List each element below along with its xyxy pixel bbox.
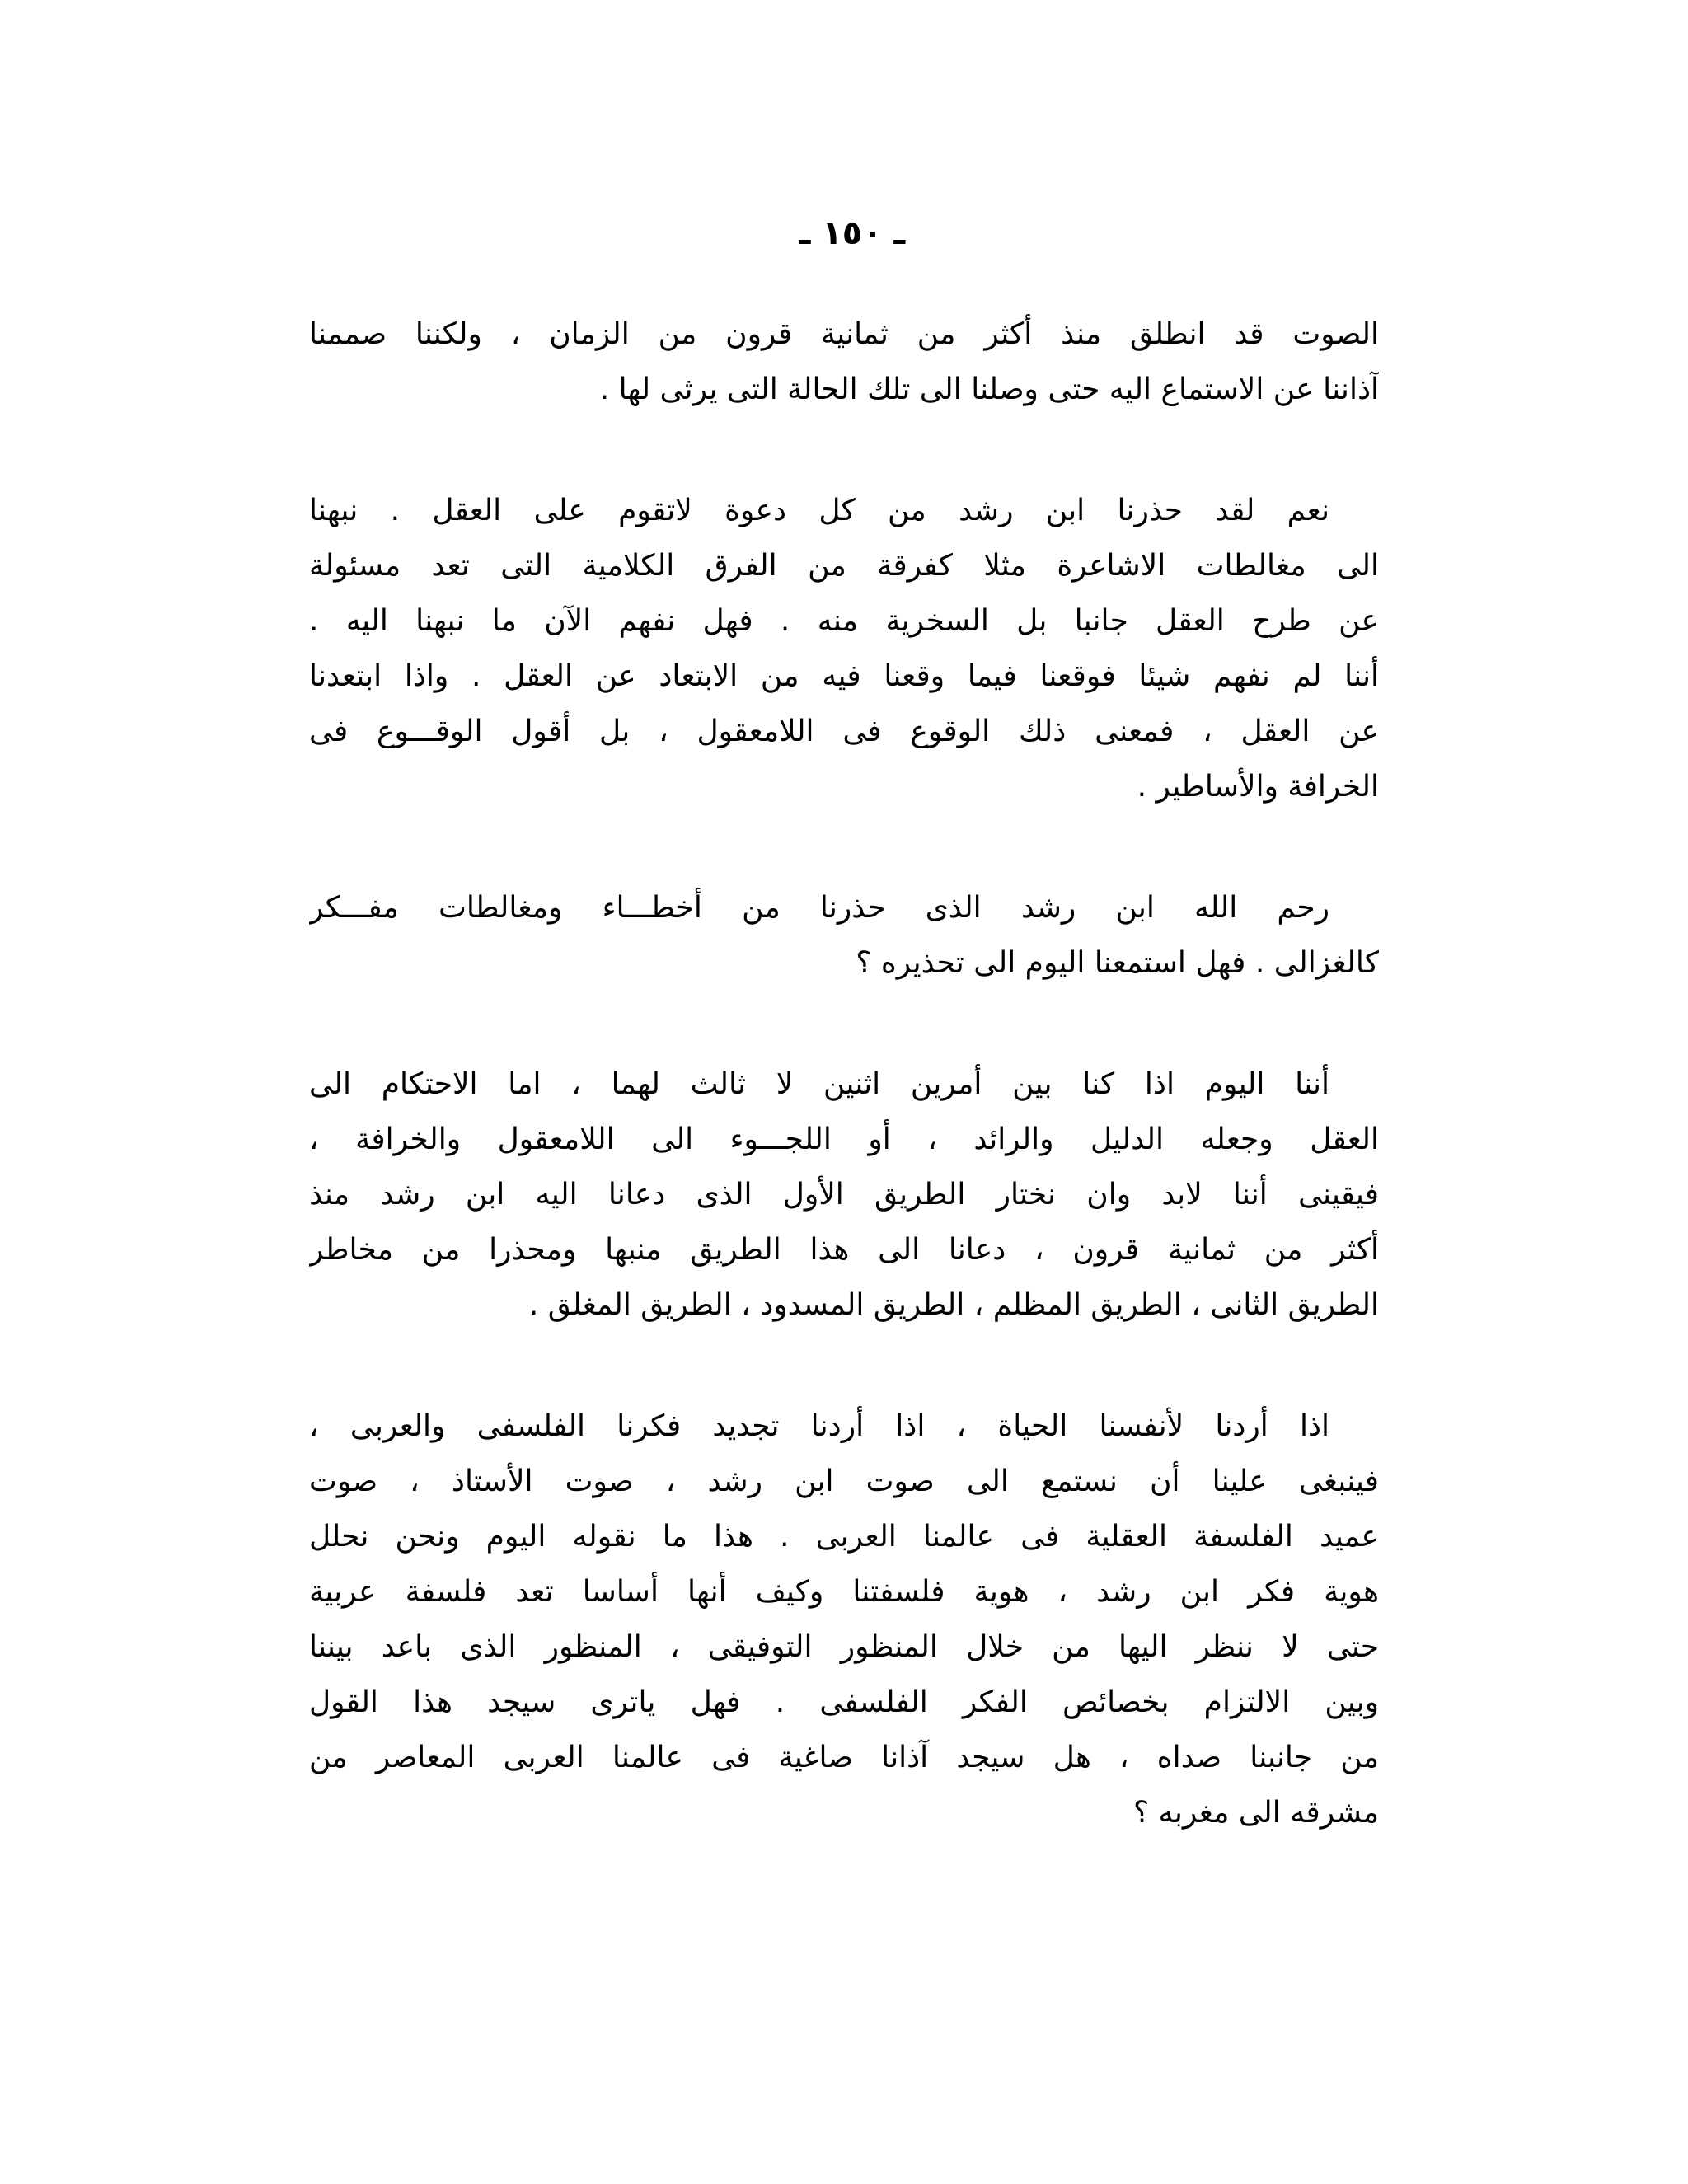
page-number: ـ ١٥٠ ـ xyxy=(799,214,906,252)
text-line: الطريق الثانى ، الطريق المظلم ، الطريق المسدود ، الطريق المغلق . xyxy=(528,1288,1379,1322)
body-text xyxy=(309,307,1379,1840)
text-line: حتى لا ننظر اليها من خلال المنظور التوفيقى ، المنظور الذى باعد بيننا xyxy=(309,1630,1379,1664)
text-line: عميد الفلسفة العقلية فى عالمنا العربى . هذا ما نقوله اليوم ونحن نحلل xyxy=(309,1520,1379,1554)
text-line: اذا أردنا لأنفسنا الحياة ، اذا أردنا تجديد فكرنا الفلسفى والعربى ، xyxy=(309,1409,1329,1443)
text-line: أننا لم نفهم شيئا فوقعنا فيما وقعنا فيه من الابتعاد عن العقل . واذا ابتعدنا xyxy=(309,659,1379,693)
paragraph-spacer xyxy=(309,417,1379,483)
paragraph-5 xyxy=(309,1399,1379,1840)
paragraph-spacer xyxy=(309,814,1379,880)
text-line: نعم لقد حذرنا ابن رشد من كل دعوة لاتقوم على العقل . نبهنا xyxy=(309,494,1329,527)
text-line: فينبغى علينا أن نستمع الى صوت ابن رشد ، صوت الأستاذ ، صوت xyxy=(309,1465,1379,1498)
text-line: آذاننا عن الاستماع اليه حتى وصلنا الى تلك الحالة التى يرثى لها . xyxy=(599,373,1379,406)
paragraph-spacer xyxy=(309,991,1379,1057)
text-line: العقل وجعله الدليل والرائد ، أو اللجـــوء الى اللامعقول والخرافة ، xyxy=(309,1122,1379,1156)
text-line: الخرافة والأساطير . xyxy=(1137,770,1379,804)
paragraph-1 xyxy=(309,307,1379,417)
paragraph-3 xyxy=(309,880,1379,991)
text-line: الصوت قد انطلق منذ أكثر من ثمانية قرون من الزمان ، ولكننا صممنا xyxy=(309,317,1379,351)
text-line: أكثر من ثمانية قرون ، دعانا الى هذا الطريق منبها ومحذرا من مخاطر xyxy=(309,1233,1379,1267)
text-line: عن العقل ، فمعنى ذلك الوقوع فى اللامعقول ، بل أقول الوقـــوع فى xyxy=(309,715,1379,748)
paragraph-4 xyxy=(309,1057,1379,1333)
paragraph-spacer xyxy=(309,1333,1379,1399)
text-line: كالغزالى . فهل استمعنا اليوم الى تحذيره ؟ xyxy=(856,946,1379,980)
text-line: رحم الله ابن رشد الذى حذرنا من أخطـــاء ومغالطات مفـــكر xyxy=(309,891,1329,925)
text-line: عن طرح العقل جانبا بل السخرية منه . فهل نفهم الآن ما نبهنا اليه . xyxy=(309,604,1379,638)
text-line: من جانبنا صداه ، هل سيجد آذانا صاغية فى عالمنا العربى المعاصر من xyxy=(309,1741,1379,1774)
text-line: مشرقه الى مغربه ؟ xyxy=(1132,1796,1379,1830)
text-line: الى مغالطات الاشاعرة مثلا كفرقة من الفرق الكلامية التى تعد مسئولة xyxy=(309,549,1379,583)
text-line: أننا اليوم اذا كنا بين أمرين اثنين لا ثالث لهما ، اما الاحتكام الى xyxy=(309,1067,1329,1101)
paragraph-2 xyxy=(309,483,1379,814)
text-line: وبين الالتزام بخصائص الفكر الفلسفى . فهل ياترى سيجد هذا القول xyxy=(309,1685,1379,1719)
text-line: فيقينى أننا لابد وان نختار الطريق الأول الذى دعانا اليه ابن رشد منذ xyxy=(309,1178,1379,1212)
text-line: هوية فكر ابن رشد ، هوية فلسفتنا وكيف أنها أساسا تعد فلسفة عربية xyxy=(309,1575,1379,1609)
